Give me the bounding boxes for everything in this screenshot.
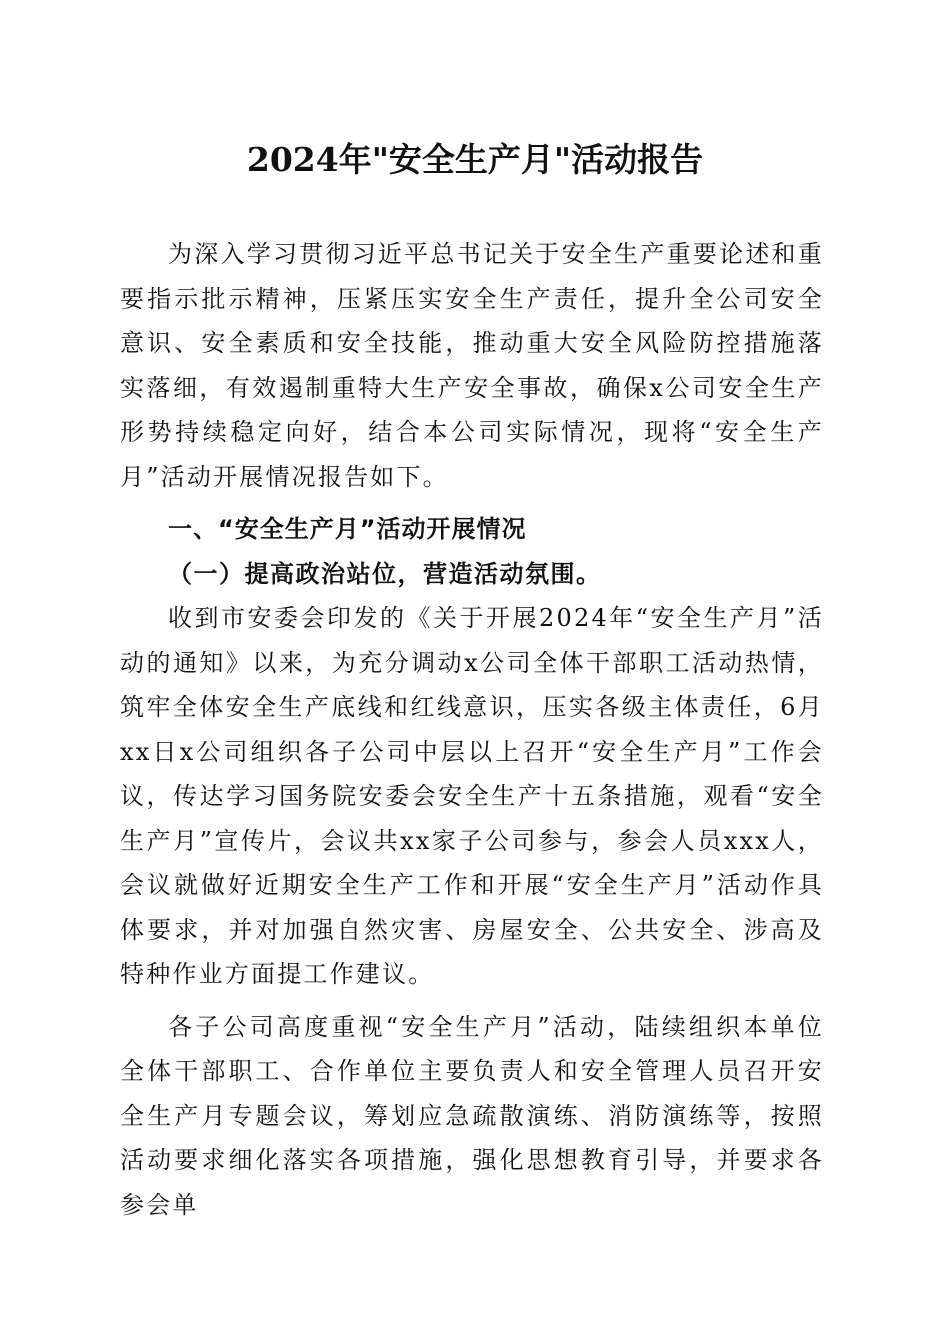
document-title: 2024年"安全生产月"活动报告 bbox=[246, 140, 704, 179]
document-body bbox=[120, 232, 824, 1227]
subsection-heading: （一）提高政治站位，营造活动氛围。 bbox=[168, 558, 602, 588]
body-paragraph: 收到市安委会印发的《关于开展2024年“安全生产月”活动的通知》以来，为充分调动x公司全体干部职工活动热情，筑牢全体安全生产底线和红线意识，压实各级主体责任，6月xx日x公司组织各子公司中层以上召开“安全生产月”工作会议，传达学习国务院安委会安全生产十五条措施，观看“安全生产月”宣传片，会议共xx家子公司参与，参会人员xxx人，会议就做好近期安全生产工作和开展“安全生产月”活动作具体要求，并对加强自然灾害、房屋安全、公共安全、涉高及特种作业方面提工作建议。 bbox=[120, 604, 824, 988]
intro-paragraph: 为深入学习贯彻习近平总书记关于安全生产重要论述和重要指示批示精神，压紧压实安全生产责任，提升全公司安全意识、安全素质和安全技能，推动重大安全风险防控措施落实落细，有效遏制重特大生产安全事故，确保x公司安全生产形势持续稳定向好，结合本公司实际情况，现将“安全生产月”活动开展情况报告如下。 bbox=[120, 240, 824, 491]
body-paragraph: 各子公司高度重视“安全生产月”活动，陆续组织本单位全体干部职工、合作单位主要负责人和安全管理人员召开安全生产月专题会议，筹划应急疏散演练、消防演练等，按照活动要求细化落实各项措施，强化思想教育引导，并要求各参会单 bbox=[120, 1012, 824, 1219]
section-heading: 一、“安全生产月”活动开展情况 bbox=[168, 515, 527, 543]
